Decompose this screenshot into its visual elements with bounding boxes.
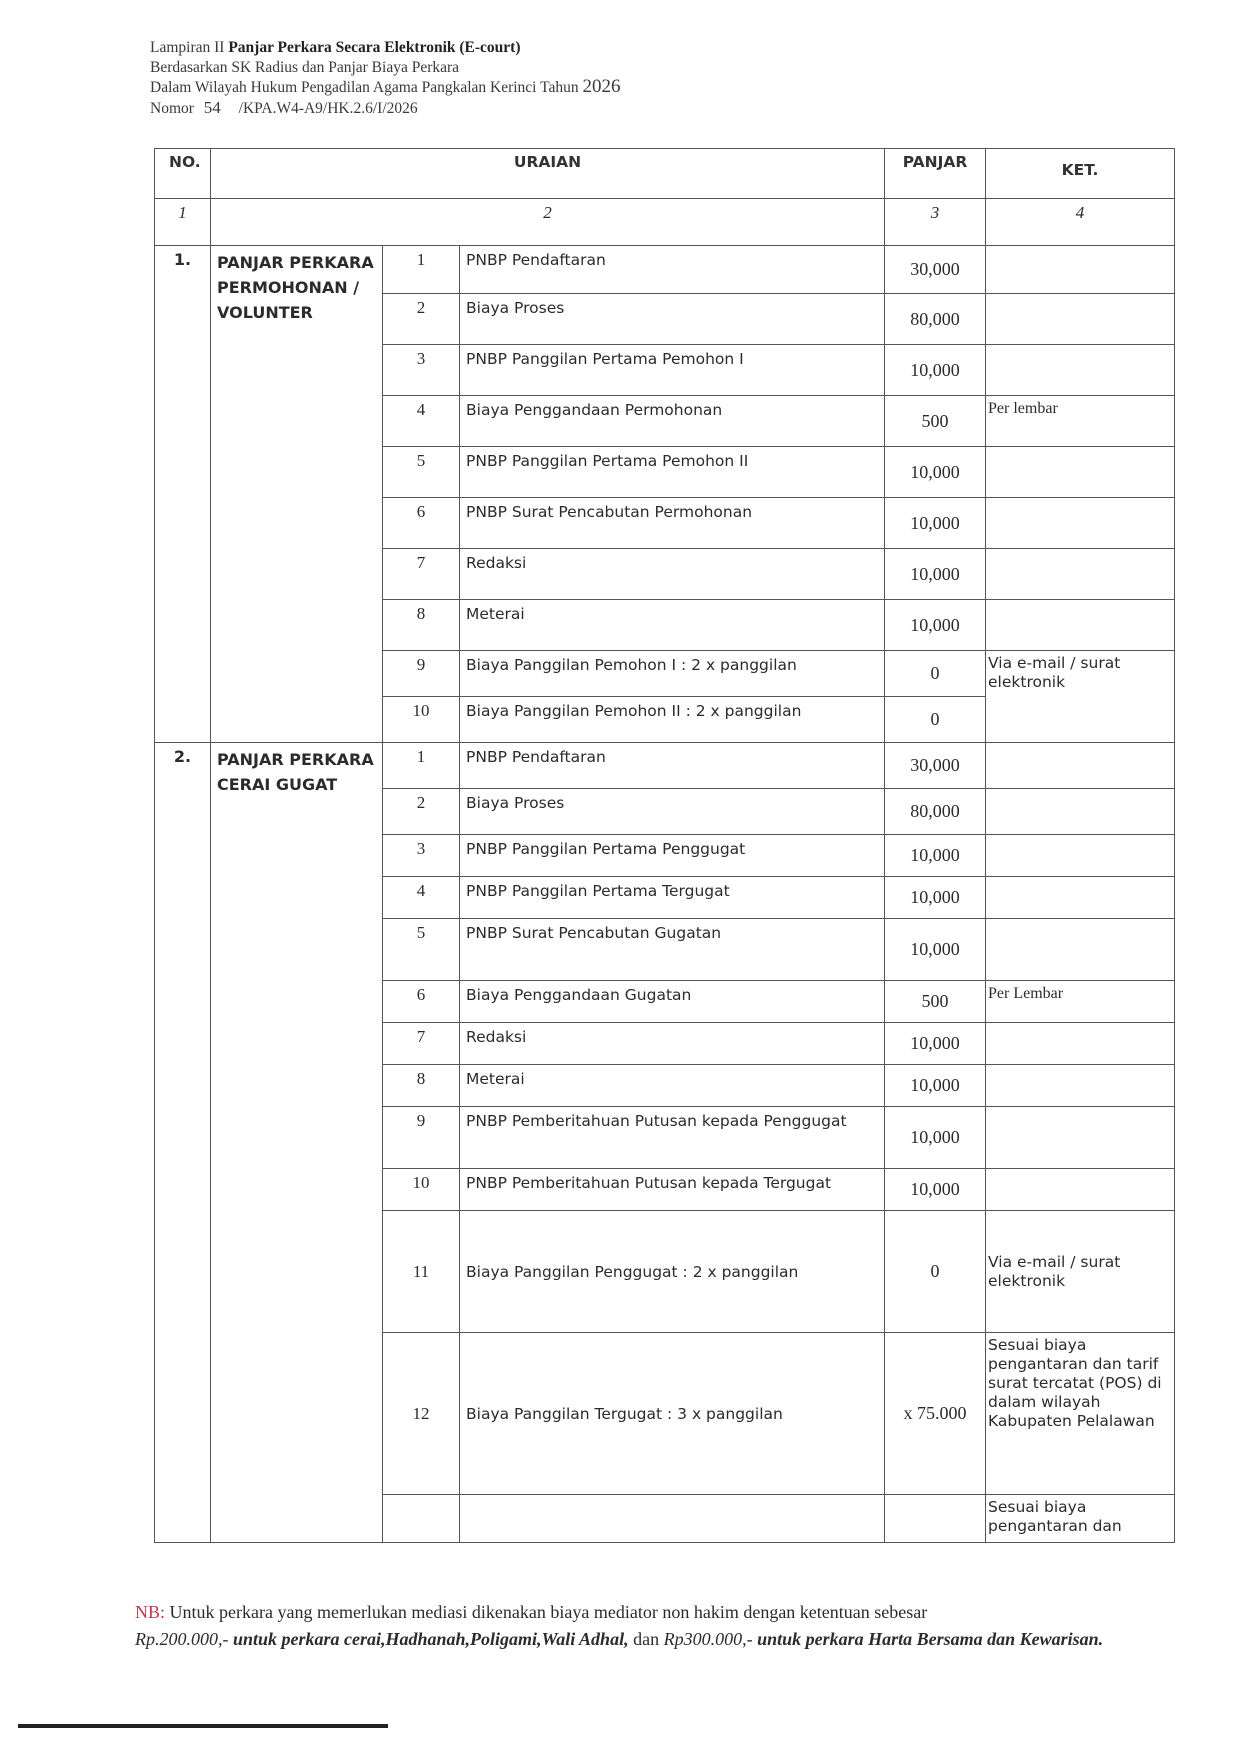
column-number-row <box>155 199 1175 246</box>
row-keterangan <box>986 1065 1175 1107</box>
fee-table <box>154 148 1175 1543</box>
row-description: PNBP Panggilan Pertama Pemohon I <box>460 345 885 396</box>
row-description <box>460 1495 885 1543</box>
table-header-row <box>155 149 1175 199</box>
nomor-line <box>150 98 620 119</box>
row-amount: 10,000 <box>885 919 986 981</box>
row-keterangan: Via e-mail / surat elektronik <box>986 1211 1175 1333</box>
row-amount: 0 <box>885 697 986 743</box>
row-index: 8 <box>383 600 460 651</box>
row-index <box>383 1495 460 1543</box>
row-description: Biaya Panggilan Pemohon I : 2 x panggilan <box>460 651 885 697</box>
row-index: 7 <box>383 1023 460 1065</box>
col-number-2: 2 <box>211 199 885 246</box>
row-index: 4 <box>383 877 460 919</box>
row-index: 3 <box>383 345 460 396</box>
row-amount: x 75.000 <box>885 1333 986 1495</box>
row-description: PNBP Panggilan Pertama Pemohon II <box>460 447 885 498</box>
row-keterangan <box>986 345 1175 396</box>
nomor-label: Nomor <box>150 99 194 117</box>
row-description: Biaya Penggandaan Gugatan <box>460 981 885 1023</box>
row-amount <box>885 1495 986 1543</box>
row-index: 2 <box>383 789 460 835</box>
row-amount: 10,000 <box>885 1065 986 1107</box>
row-description: PNBP Pemberitahuan Putusan kepada Tergugat <box>460 1169 885 1211</box>
header-line-1 <box>150 38 620 58</box>
row-description: Meterai <box>460 1065 885 1107</box>
col-number-3: 3 <box>885 199 986 246</box>
row-keterangan <box>986 835 1175 877</box>
header-uraian: URAIAN <box>211 149 885 199</box>
row-keterangan: Per lembar <box>986 396 1175 447</box>
row-index: 1 <box>383 743 460 789</box>
row-description: PNBP Pendaftaran <box>460 743 885 789</box>
row-description: Meterai <box>460 600 885 651</box>
row-index: 4 <box>383 396 460 447</box>
row-keterangan <box>986 1107 1175 1169</box>
nb-amount-2: Rp300.000,- <box>663 1629 753 1649</box>
row-description: PNBP Surat Pencabutan Gugatan <box>460 919 885 981</box>
row-keterangan <box>986 919 1175 981</box>
row-amount: 30,000 <box>885 246 986 294</box>
nb-text-1: Untuk perkara yang memerlukan mediasi dikenakan biaya mediator non hakim dengan ketentuan sebesar <box>169 1602 928 1622</box>
row-description: PNBP Pemberitahuan Putusan kepada Penggugat <box>460 1107 885 1169</box>
row-index: 5 <box>383 919 460 981</box>
row-amount: 80,000 <box>885 789 986 835</box>
row-index: 6 <box>383 981 460 1023</box>
col-number-1: 1 <box>155 199 211 246</box>
row-index: 6 <box>383 498 460 549</box>
row-keterangan <box>986 294 1175 345</box>
nb-text-4: untuk perkara Harta Bersama dan Kewarisan. <box>757 1629 1104 1649</box>
row-index: 10 <box>383 1169 460 1211</box>
row-keterangan <box>986 447 1175 498</box>
row-amount: 10,000 <box>885 1169 986 1211</box>
row-amount: 10,000 <box>885 345 986 396</box>
row-index: 5 <box>383 447 460 498</box>
nomor-number: 54 <box>203 97 221 117</box>
row-amount: 0 <box>885 1211 986 1333</box>
section-number: 2. <box>155 743 211 1543</box>
table-row <box>155 246 1175 294</box>
row-description: PNBP Panggilan Pertama Tergugat <box>460 877 885 919</box>
row-description: Biaya Panggilan Pemohon II : 2 x panggilan <box>460 697 885 743</box>
footer-rule <box>18 1724 388 1728</box>
row-keterangan <box>986 877 1175 919</box>
document-title: Panjar Perkara Secara Elektronik (E-court) <box>228 39 521 56</box>
row-amount: 80,000 <box>885 294 986 345</box>
row-description: Biaya Penggandaan Permohonan <box>460 396 885 447</box>
row-keterangan <box>986 1023 1175 1065</box>
row-amount: 0 <box>885 651 986 697</box>
row-description: PNBP Panggilan Pertama Penggugat <box>460 835 885 877</box>
nb-amount-1: Rp.200.000,- <box>135 1629 229 1649</box>
header-line-3 <box>150 77 620 98</box>
row-description: Biaya Panggilan Penggugat : 2 x panggilan <box>460 1211 885 1333</box>
col-number-4: 4 <box>986 199 1175 246</box>
nb-note <box>135 1599 1195 1653</box>
row-keterangan <box>986 600 1175 651</box>
row-index: 11 <box>383 1211 460 1333</box>
row-index: 10 <box>383 697 460 743</box>
row-index: 2 <box>383 294 460 345</box>
row-amount: 10,000 <box>885 877 986 919</box>
row-keterangan <box>986 498 1175 549</box>
row-amount: 10,000 <box>885 447 986 498</box>
row-description: Redaksi <box>460 1023 885 1065</box>
nomor-suffix: /KPA.W4-A9/HK.2.6/I/2026 <box>238 99 418 117</box>
nb-label: NB: <box>135 1602 166 1622</box>
row-description: Biaya Proses <box>460 789 885 835</box>
header-year: 2026 <box>582 76 621 97</box>
header-ket: KET. <box>986 149 1175 199</box>
nb-text-2: untuk perkara cerai,Hadhanah,Poligami,Wali Adhal, <box>233 1629 629 1649</box>
row-amount: 500 <box>885 396 986 447</box>
row-index: 12 <box>383 1333 460 1495</box>
row-index: 9 <box>383 651 460 697</box>
nb-text-3: dan <box>633 1629 660 1649</box>
table-row <box>155 743 1175 789</box>
row-index: 3 <box>383 835 460 877</box>
row-index: 7 <box>383 549 460 600</box>
row-index: 9 <box>383 1107 460 1169</box>
row-amount: 500 <box>885 981 986 1023</box>
section-title: PANJAR PERKARA PERMOHONAN / VOLUNTER <box>211 246 383 743</box>
row-amount: 10,000 <box>885 498 986 549</box>
header-no: NO. <box>155 149 211 199</box>
row-description: Biaya Proses <box>460 294 885 345</box>
row-description: Biaya Panggilan Tergugat : 3 x panggilan <box>460 1333 885 1495</box>
row-keterangan: Via e-mail / surat elektronik <box>986 651 1175 743</box>
row-amount: 30,000 <box>885 743 986 789</box>
table-body <box>155 246 1175 1543</box>
header-panjar: PANJAR <box>885 149 986 199</box>
row-keterangan <box>986 246 1175 294</box>
row-amount: 10,000 <box>885 835 986 877</box>
row-keterangan: Per Lembar <box>986 981 1175 1023</box>
row-description: Redaksi <box>460 549 885 600</box>
row-keterangan <box>986 743 1175 789</box>
row-amount: 10,000 <box>885 600 986 651</box>
document-header <box>150 38 620 118</box>
header-line-2: Berdasarkan SK Radius dan Panjar Biaya Perkara <box>150 58 460 76</box>
row-amount: 10,000 <box>885 549 986 600</box>
row-keterangan: Sesuai biaya pengantaran dan tarif surat tercatat (POS) di dalam wilayah Kabupaten Pelalawan <box>986 1333 1175 1495</box>
row-index: 8 <box>383 1065 460 1107</box>
row-description: PNBP Pendaftaran <box>460 246 885 294</box>
row-keterangan: Sesuai biaya pengantaran dan <box>986 1495 1175 1543</box>
row-keterangan <box>986 789 1175 835</box>
row-amount: 10,000 <box>885 1023 986 1065</box>
row-keterangan <box>986 549 1175 600</box>
section-number: 1. <box>155 246 211 743</box>
section-title: PANJAR PERKARA CERAI GUGAT <box>211 743 383 1543</box>
row-index: 1 <box>383 246 460 294</box>
row-amount: 10,000 <box>885 1107 986 1169</box>
row-description: PNBP Surat Pencabutan Permohonan <box>460 498 885 549</box>
lampiran-label: Lampiran II <box>150 39 225 56</box>
header-line-3-text: Dalam Wilayah Hukum Pengadilan Agama Pangkalan Kerinci Tahun <box>150 79 579 96</box>
row-keterangan <box>986 1169 1175 1211</box>
